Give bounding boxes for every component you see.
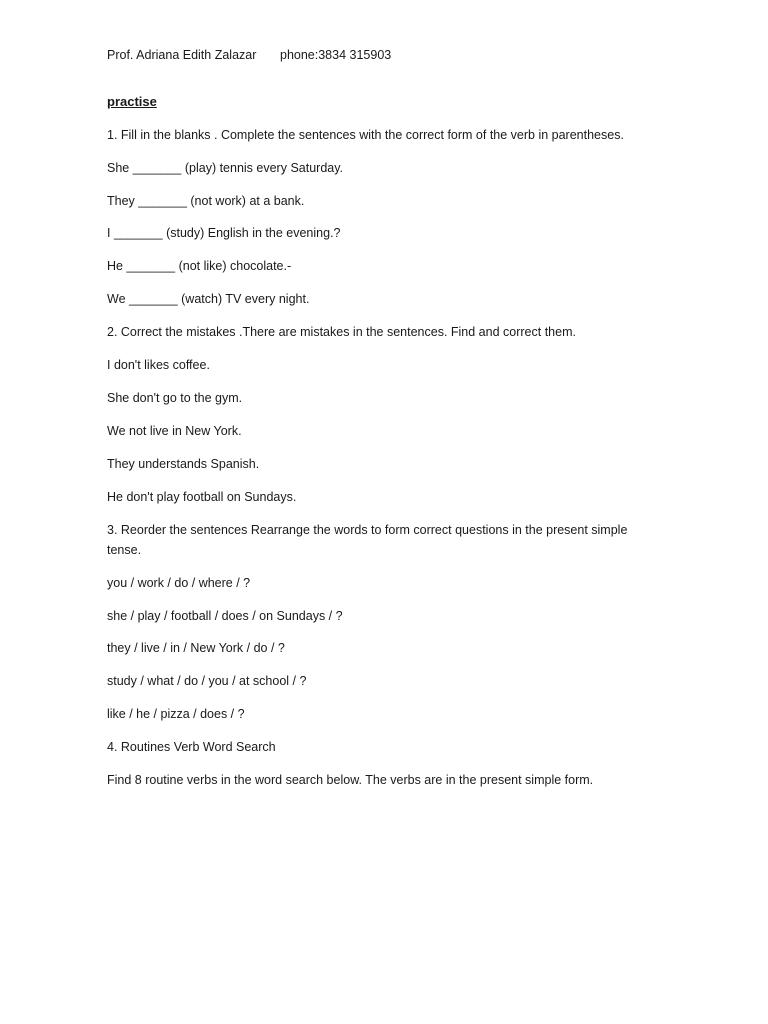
section2-item: We not live in New York. (107, 424, 242, 438)
section2-item: I don't likes coffee. (107, 358, 210, 372)
section3-item: like / he / pizza / does / ? (107, 707, 245, 721)
section1-item: He _______ (not like) chocolate.- (107, 259, 292, 273)
teacher-name: Prof. Adriana Edith Zalazar (107, 48, 257, 62)
teacher-phone: phone:3834 315903 (280, 48, 392, 62)
section3-item: she / play / football / does / on Sundays / ? (107, 609, 343, 623)
section1-item: They _______ (not work) at a bank. (107, 194, 305, 208)
section1-item: She _______ (play) tennis every Saturday. (107, 161, 344, 175)
section1-heading: 1. Fill in the blanks . Complete the sentences with the correct form of the verb in parentheses. (107, 128, 624, 142)
section2-item: He don't play football on Sundays. (107, 490, 297, 504)
section4-heading: 4. Routines Verb Word Search (107, 740, 276, 754)
section1-item: I _______ (study) English in the evening.? (107, 226, 341, 240)
document-title: practise (107, 94, 157, 109)
section3-item: you / work / do / where / ? (107, 576, 251, 590)
section2-item: They understands Spanish. (107, 457, 260, 471)
section3-item: they / live / in / New York / do / ? (107, 641, 285, 655)
section2-item: She don't go to the gym. (107, 391, 243, 405)
section2-heading: 2. Correct the mistakes .There are mistakes in the sentences. Find and correct them. (107, 325, 576, 339)
section3-item: study / what / do / you / at school / ? (107, 674, 307, 688)
section3-heading: 3. Reorder the sentences Rearrange the words to form correct questions in the present simple tense. (107, 523, 628, 557)
section4-instruction: Find 8 routine verbs in the word search below. The verbs are in the present simple form. (107, 773, 594, 787)
section1-item: We _______ (watch) TV every night. (107, 292, 310, 306)
